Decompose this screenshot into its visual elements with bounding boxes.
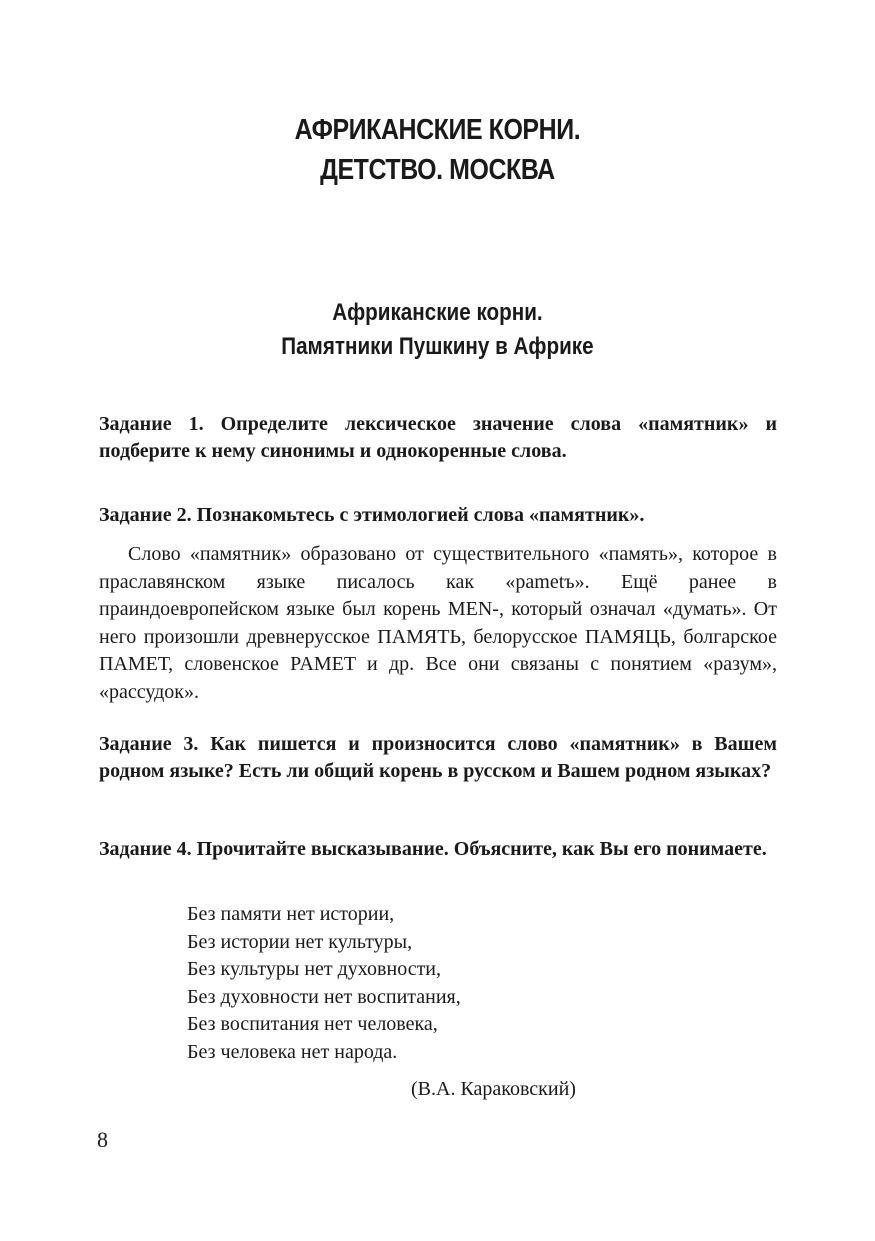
section-title-line-1: Африканские корни. xyxy=(332,299,543,326)
chapter-title xyxy=(61,110,814,190)
page-number: 8 xyxy=(97,1127,108,1152)
quote-line: Без человека нет народа. xyxy=(187,1040,398,1063)
task-label: Задание 2. xyxy=(99,504,192,526)
task-label: Задание 1. xyxy=(99,413,204,435)
task-label: Задание 3. xyxy=(99,733,199,755)
quote-line: Без воспитания нет человека, xyxy=(187,1013,438,1035)
task-text: Познакомьтесь с этимологией слова «памятник». xyxy=(196,504,645,526)
quote-line: Без духовности нет воспитания, xyxy=(187,985,461,1008)
task-label: Задание 4. xyxy=(99,838,192,860)
task-2 xyxy=(99,502,777,529)
chapter-title-line-1: АФРИКАНСКИЕ КОРНИ. xyxy=(294,114,581,146)
task-1 xyxy=(99,411,777,465)
task-text: Прочитайте высказывание. Объясните, как Вы его понимаете. xyxy=(196,838,767,860)
section-title xyxy=(61,296,814,364)
quote-line: Без истории нет культуры, xyxy=(187,930,413,953)
task-4 xyxy=(99,836,777,863)
quote-line: Без культуры нет духовности, xyxy=(187,958,442,980)
quote-line: Без памяти нет истории, xyxy=(187,903,395,925)
chapter-title-line-2: ДЕТСТВО. МОСКВА xyxy=(320,154,555,186)
task-text: Определите лексическое значение слова «памятник» и подберите к нему синонимы и однокоренные слова. xyxy=(99,413,777,462)
task-text: Как пишется и произносится слово «памятник» в Вашем родном языке? Есть ли общий корень в русском и Вашем родном языках? xyxy=(99,733,778,782)
task-3 xyxy=(99,731,777,785)
quote-author: (В.А. Караковский) xyxy=(411,1078,576,1100)
etymology-paragraph: Слово «памятник» образовано от существительного «память», которое в праславянском языке писалось как «pametъ». Ещё ранее в праиндоевропейском языке был корень MEN-, который означал «думать». От него произошли древнерусское ПАМЯТЬ, белорусское ПАМЯЦЬ, болгарское ПАМЕТ, словенское PAMET и др. Все они связаны с понятием «разум», «рассудок». xyxy=(99,543,777,703)
section-title-line-2: Памятники Пушкину в Африке xyxy=(281,333,594,360)
quote xyxy=(187,901,461,1066)
